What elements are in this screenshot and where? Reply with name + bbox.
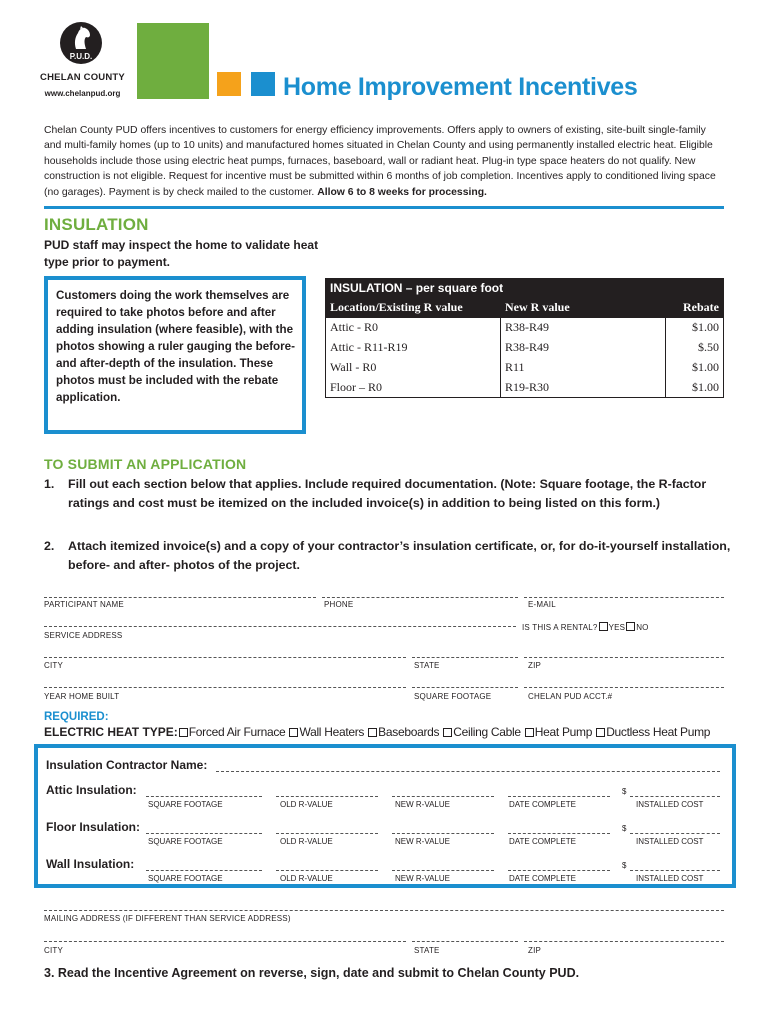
service-address-label: SERVICE ADDRESS: [44, 631, 123, 640]
required-label: REQUIRED:: [44, 711, 109, 723]
attic-date-label: DATE COMPLETE: [509, 800, 576, 809]
baseboards-checkbox[interactable]: [368, 728, 377, 737]
wall-cost-label: INSTALLED COST: [636, 874, 704, 883]
step-1: [44, 475, 734, 513]
step-number: 2.: [44, 539, 55, 553]
cell-rebate: $.50: [666, 338, 724, 358]
email-label: E-MAIL: [528, 600, 556, 609]
processing-note: Allow 6 to 8 weeks for processing.: [317, 186, 487, 198]
floor-old-r-field[interactable]: [276, 833, 378, 834]
cell-new-r: R11: [501, 358, 666, 378]
attic-dollar: $: [622, 787, 627, 796]
rental-question: [522, 622, 649, 632]
col-rebate: Rebate: [666, 298, 724, 318]
heat-pump-checkbox[interactable]: [525, 728, 534, 737]
mailing-city-field[interactable]: [44, 941, 406, 942]
col-location: Location/Existing R value: [326, 298, 501, 318]
wall-date-field[interactable]: [508, 870, 610, 871]
cell-rebate: $1.00: [666, 318, 724, 338]
wall-cost-field[interactable]: [630, 870, 720, 871]
state-field[interactable]: [412, 657, 518, 658]
floor-date-field[interactable]: [508, 833, 610, 834]
attic-new-r-label: NEW R-VALUE: [395, 800, 450, 809]
attic-old-r-label: OLD R-VALUE: [280, 800, 333, 809]
rental-yes-label: YES: [608, 623, 626, 632]
contractor-name-field[interactable]: [216, 771, 720, 772]
heat-type-row: [44, 725, 710, 739]
cell-new-r: R38-R49: [501, 318, 666, 338]
floor-dollar: $: [622, 824, 627, 833]
floor-new-r-label: NEW R-VALUE: [395, 837, 450, 846]
wall-old-r-label: OLD R-VALUE: [280, 874, 333, 883]
attic-cost-field[interactable]: [630, 796, 720, 797]
cell-new-r: R19-R30: [501, 378, 666, 398]
intro-text: Chelan County PUD offers incentives to customers for energy efficiency improvements. Offers apply to owners of existing, site-built single-family and multi-family homes (up to 10 units) and manufactured homes situated in Chelan County and using permanently installed electric heat. Eligible households include those using electric heat pumps, furnaces, baseboard, wall or radiant heat. Plug-in type space heaters do not qualify. New construction is not eligible. Request for incentive must be submitted within 6 months of job completion. Incentives apply to conditioned living space (no garages). Payment is by check mailed to the customer.: [44, 125, 716, 198]
cell-location: Wall - R0: [326, 358, 501, 378]
step-text: Attach itemized invoice(s) and a copy of your contractor’s insulation certificate, or, for do-it-yourself installation, before- and after- photos of the project.: [68, 539, 731, 572]
wall-new-r-field[interactable]: [392, 870, 494, 871]
wall-sqft-field[interactable]: [146, 870, 262, 871]
pud-account-label: CHELAN PUD ACCT.#: [528, 692, 613, 701]
city-field[interactable]: [44, 657, 406, 658]
mailing-address-field[interactable]: [44, 910, 724, 911]
cell-location: Attic - R11-R19: [326, 338, 501, 358]
mailing-zip-label: ZIP: [528, 946, 542, 955]
participant-name-field[interactable]: [44, 597, 316, 598]
rental-yes-checkbox[interactable]: [599, 622, 608, 631]
wall-new-r-label: NEW R-VALUE: [395, 874, 450, 883]
ceiling-cable-checkbox[interactable]: [443, 728, 452, 737]
table-caption: INSULATION – per square foot: [326, 279, 724, 298]
ductless-heat-pump-label: Ductless Heat Pump: [606, 725, 711, 739]
year-built-field[interactable]: [44, 687, 406, 688]
floor-cost-label: INSTALLED COST: [636, 837, 704, 846]
forced-air-label: Forced Air Furnace: [188, 725, 286, 739]
city-label: CITY: [44, 661, 64, 670]
rental-label: IS THIS A RENTAL?: [522, 623, 598, 632]
cell-location: Attic - R0: [326, 318, 501, 338]
wall-date-label: DATE COMPLETE: [509, 874, 576, 883]
ductless-heat-pump-checkbox[interactable]: [596, 728, 605, 737]
insulation-heading: INSULATION: [44, 215, 149, 234]
orange-accent-square: [217, 72, 241, 96]
rental-no-checkbox[interactable]: [626, 622, 635, 631]
logo-text: P.U.D.: [69, 52, 93, 61]
insulation-rebate-table: [325, 278, 724, 398]
mailing-state-label: STATE: [414, 946, 440, 955]
zip-field[interactable]: [524, 657, 724, 658]
wall-heaters-label: Wall Heaters: [299, 725, 365, 739]
mailing-zip-field[interactable]: [524, 941, 724, 942]
photo-requirement-text: Customers doing the work themselves are required to take photos before and after adding insulation (where feasible), with the photos showing a ruler gauging the before- and after-depth of the insulation. These photos must be included with the rebate application.: [56, 289, 295, 404]
pud-account-field[interactable]: [524, 687, 724, 688]
submit-heading: TO SUBMIT AN APPLICATION: [44, 456, 247, 472]
cell-rebate: $1.00: [666, 358, 724, 378]
wall-heaters-checkbox[interactable]: [289, 728, 298, 737]
wall-dollar: $: [622, 861, 627, 870]
floor-cost-field[interactable]: [630, 833, 720, 834]
table-row: [326, 358, 724, 378]
step-2: [44, 537, 734, 575]
wall-insulation-label: Wall Insulation:: [46, 857, 135, 871]
green-accent-block: [137, 23, 209, 99]
mailing-state-field[interactable]: [412, 941, 518, 942]
attic-date-field[interactable]: [508, 796, 610, 797]
mailing-city-label: CITY: [44, 946, 64, 955]
rental-no-label: NO: [636, 623, 649, 632]
service-address-field[interactable]: [44, 626, 516, 627]
baseboards-label: Baseboards: [378, 725, 440, 739]
wall-old-r-field[interactable]: [276, 870, 378, 871]
contractor-name-label: Insulation Contractor Name:: [46, 758, 208, 772]
mailing-address-label: MAILING ADDRESS (IF DIFFERENT THAN SERVICE ADDRESS): [44, 914, 291, 923]
floor-insulation-label: Floor Insulation:: [46, 820, 140, 834]
floor-new-r-field[interactable]: [392, 833, 494, 834]
section-divider: [44, 206, 724, 209]
email-field[interactable]: [524, 597, 724, 598]
year-built-label: YEAR HOME BUILT: [44, 692, 120, 701]
state-label: STATE: [414, 661, 440, 670]
attic-old-r-field[interactable]: [276, 796, 378, 797]
square-footage-field[interactable]: [412, 687, 518, 688]
wall-sqft-label: SQUARE FOOTAGE: [148, 874, 223, 883]
floor-old-r-label: OLD R-VALUE: [280, 837, 333, 846]
ceiling-cable-label: Ceiling Cable: [453, 725, 521, 739]
forced-air-checkbox[interactable]: [179, 728, 188, 737]
floor-sqft-field[interactable]: [146, 833, 262, 834]
cell-location: Floor – R0: [326, 378, 501, 398]
step-3: 3. Read the Incentive Agreement on reverse, sign, date and submit to Chelan County PUD.: [44, 966, 580, 980]
square-footage-label: SQUARE FOOTAGE: [414, 692, 492, 701]
table-row: [326, 318, 724, 338]
intro-paragraph: [44, 123, 724, 200]
website-link[interactable]: www.chelanpud.org: [44, 89, 121, 98]
horse-head-icon: [70, 26, 92, 50]
cell-rebate: $1.00: [666, 378, 724, 398]
zip-label: ZIP: [528, 661, 542, 670]
attic-sqft-label: SQUARE FOOTAGE: [148, 800, 223, 809]
page-title: Home Improvement Incentives: [283, 73, 638, 101]
heat-type-label: ELECTRIC HEAT TYPE:: [44, 725, 178, 739]
phone-field[interactable]: [322, 597, 518, 598]
table-row: [326, 378, 724, 398]
attic-cost-label: INSTALLED COST: [636, 800, 704, 809]
phone-label: PHONE: [324, 600, 354, 609]
col-new-r: New R value: [501, 298, 666, 318]
attic-new-r-field[interactable]: [392, 796, 494, 797]
floor-date-label: DATE COMPLETE: [509, 837, 576, 846]
table-row: [326, 338, 724, 358]
step-text: Fill out each section below that applies. Include required documentation. (Note: Square footage, the R-factor ratings and cost must be itemized on the included invoice(s) in addition to being listed on this form.): [68, 477, 707, 510]
attic-sqft-field[interactable]: [146, 796, 262, 797]
inspection-note: PUD staff may inspect the home to validate heat type prior to payment.: [44, 238, 319, 269]
participant-name-label: PARTICIPANT NAME: [44, 600, 124, 609]
heat-pump-label: Heat Pump: [534, 725, 593, 739]
attic-insulation-label: Attic Insulation:: [46, 783, 137, 797]
step-number: 1.: [44, 477, 55, 491]
floor-sqft-label: SQUARE FOOTAGE: [148, 837, 223, 846]
org-name: CHELAN COUNTY: [40, 72, 125, 83]
blue-accent-square: [251, 72, 275, 96]
cell-new-r: R38-R49: [501, 338, 666, 358]
